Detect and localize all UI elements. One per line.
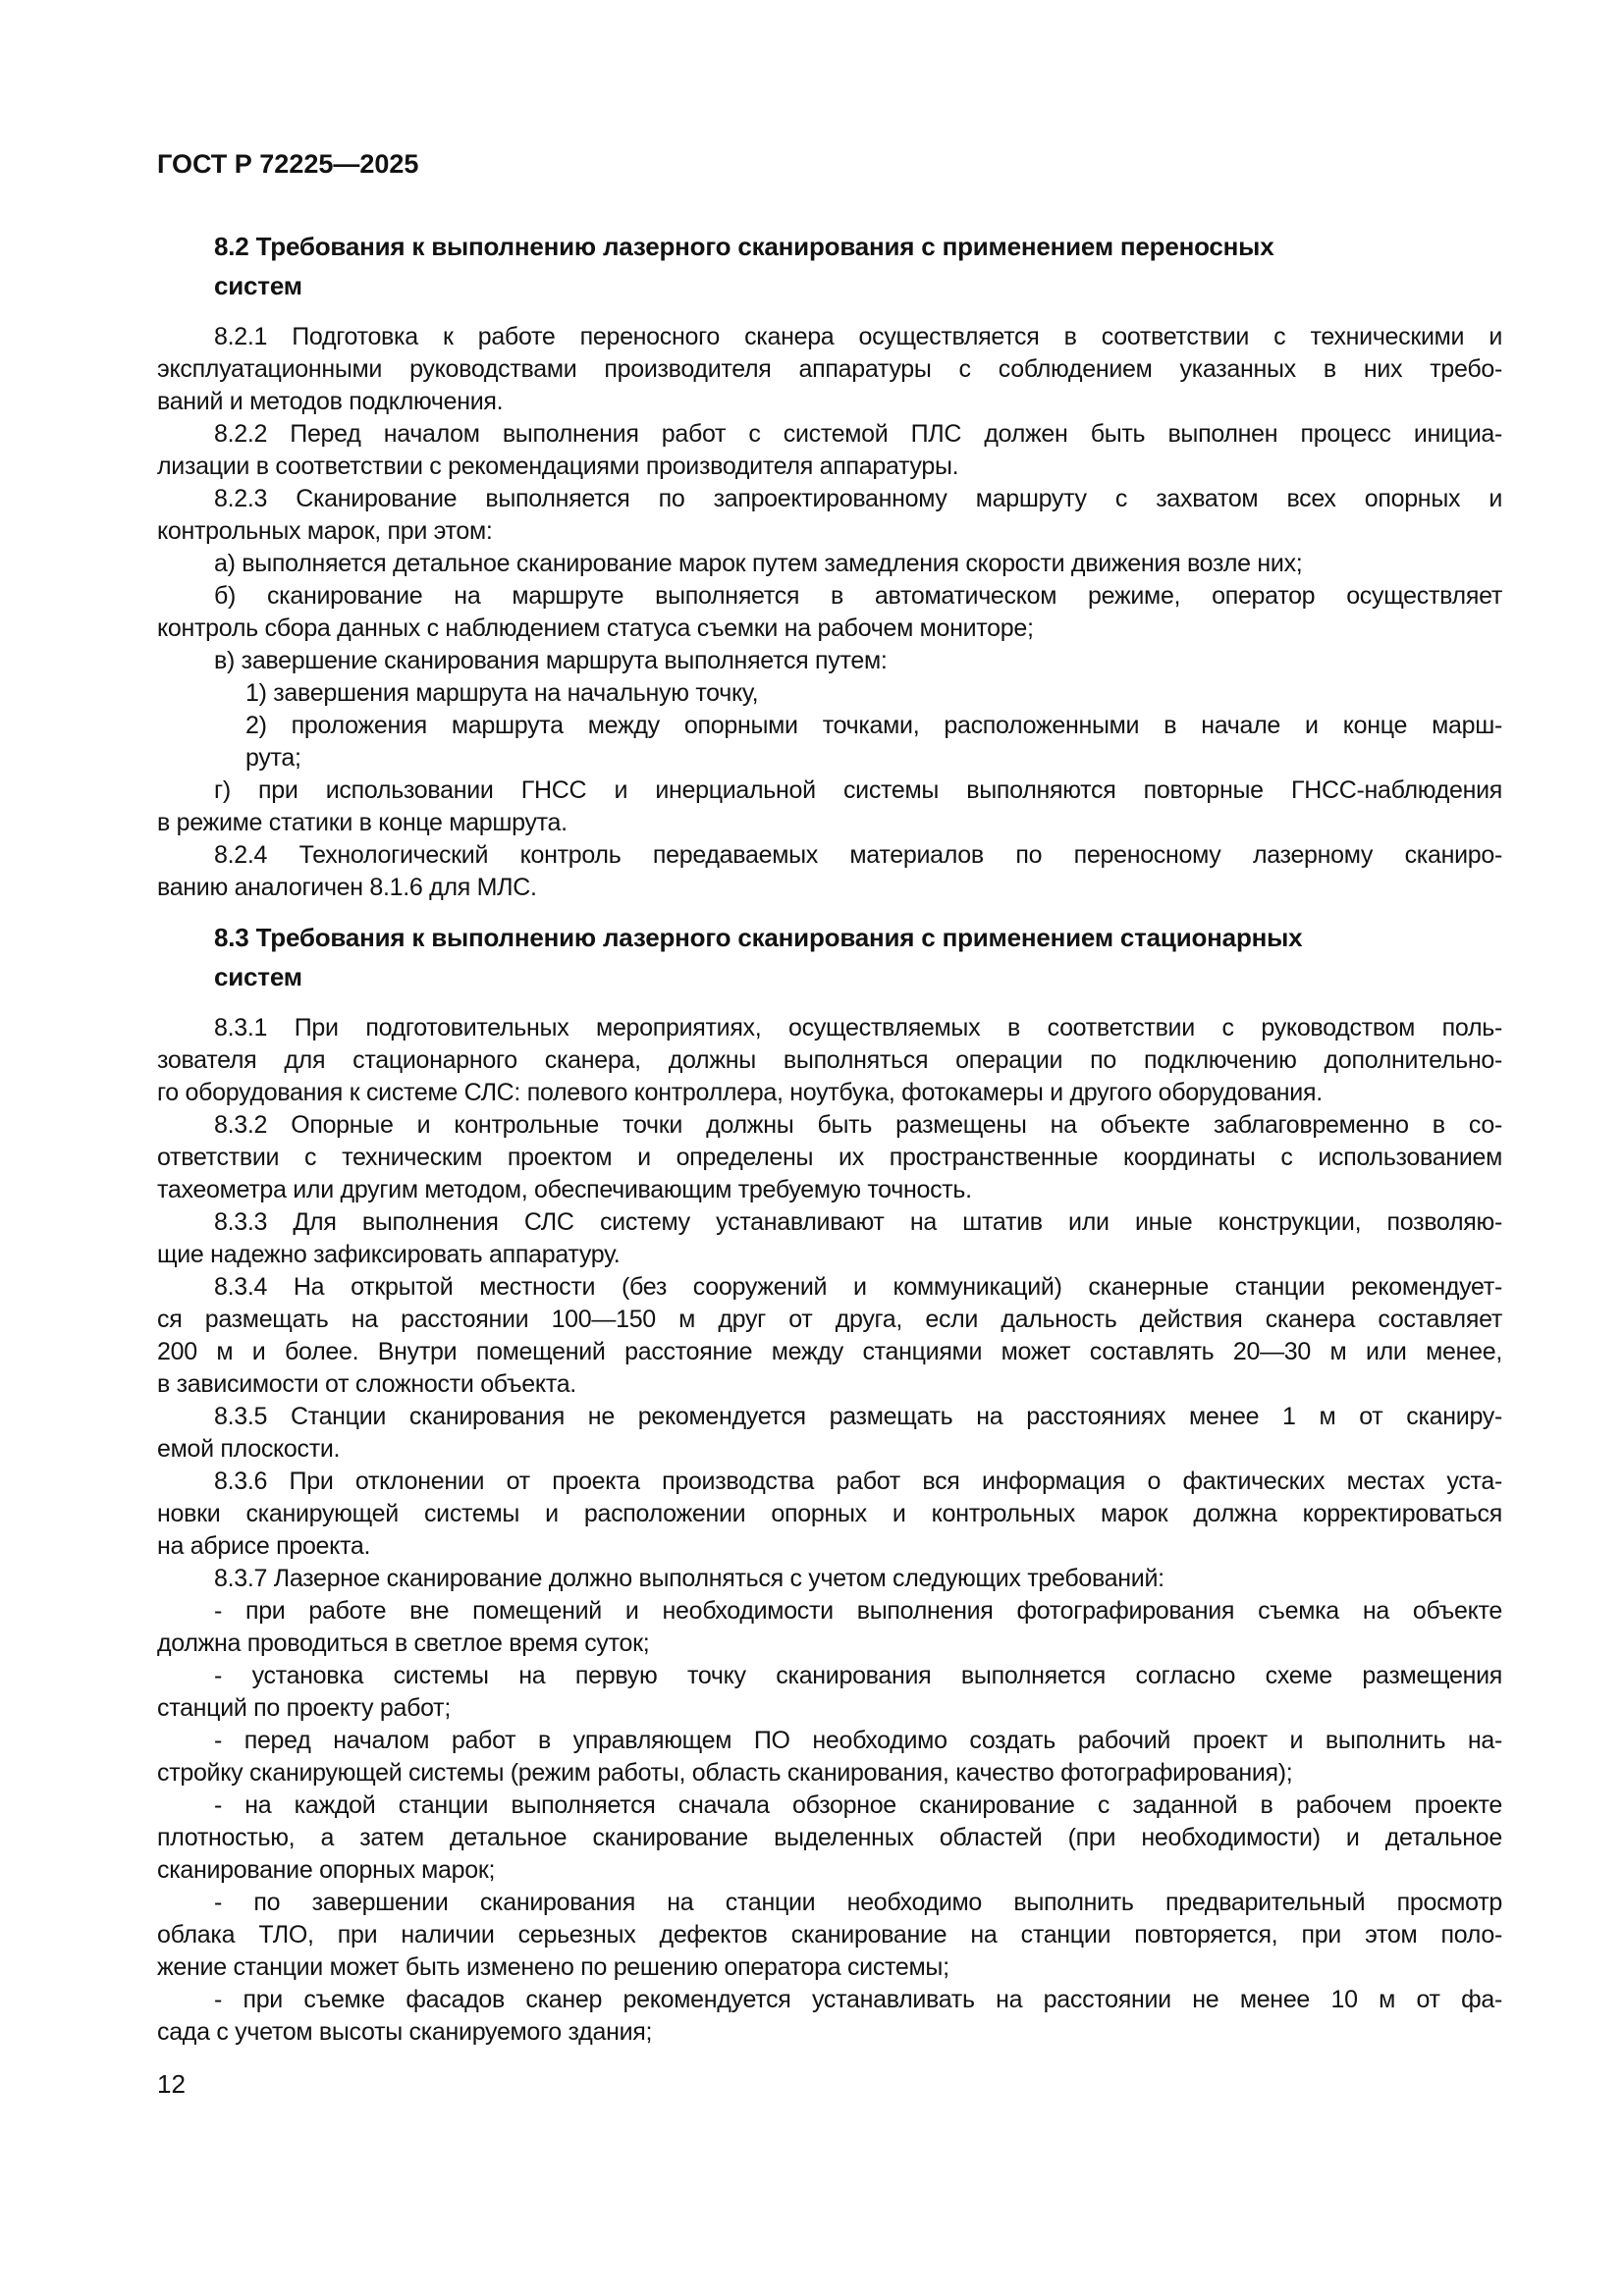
paragraph xyxy=(157,1109,1502,1206)
text-line: зователя для стационарного сканера, должны выполняться операции по подключению дополнительно- xyxy=(157,1046,1502,1074)
text-line: в зависимости от сложности объекта. xyxy=(157,1370,576,1398)
page-number: 12 xyxy=(157,2069,186,2099)
dash-list-item xyxy=(157,1595,1502,1660)
paragraph xyxy=(157,321,1502,418)
dash-list-item xyxy=(157,1789,1502,1887)
text-line: 8.3.6 При отклонении от проекта производства работ вся информация о фактических местах уста- xyxy=(214,1468,1502,1495)
text-line: эксплуатационными руководствами производителя аппаратуры с соблюдением указанных в них требо- xyxy=(157,355,1502,383)
list-item xyxy=(157,580,1502,645)
text-line: емой плоскости. xyxy=(157,1435,341,1463)
dash-list-item xyxy=(157,1984,1502,2049)
text-line: сканирование опорных марок; xyxy=(157,1856,496,1884)
list-item xyxy=(157,548,1502,580)
text-line: ответствии с техническим проектом и определены их пространственные координаты с использованием xyxy=(157,1144,1502,1171)
text-line: 2) проложения маршрута между опорными точками, расположенными в начале и конце марш- xyxy=(245,712,1502,739)
text-line: контроль сбора данных с наблюдением статуса съемки на рабочем мониторе; xyxy=(157,614,1034,642)
document-content xyxy=(157,227,1502,2049)
text-line: систем xyxy=(214,271,302,300)
dash-list-item xyxy=(157,1887,1502,1984)
text-line: ся размещать на расстоянии 100—150 м друг от друга, если дальность действия сканера составляет xyxy=(157,1306,1502,1333)
text-line: лизации в соответствии с рекомендациями производителя аппаратуры. xyxy=(157,453,959,480)
document-code: ГОСТ Р 72225—2025 xyxy=(157,149,419,179)
text-line: го оборудования к системе СЛС: полевого контроллера, ноутбука, фотокамеры и другого оборудования. xyxy=(157,1079,1323,1106)
text-line: 8.2 Требования к выполнению лазерного сканирования с применением переносных xyxy=(214,232,1274,261)
text-line: рута; xyxy=(245,744,301,772)
text-line: 200 м и более. Внутри помещений расстояние между станциями может составлять 20—30 м или менее, xyxy=(157,1338,1502,1365)
list-item xyxy=(157,774,1502,839)
text-line: - установка системы на первую точку сканирования выполняется согласно схеме размещения xyxy=(214,1662,1502,1689)
text-line: ванию аналогичен 8.1.6 для МЛС. xyxy=(157,874,537,901)
text-line: а) выполняется детальное сканирование марок путем замедления скорости движения возле них; xyxy=(214,550,1303,577)
text-line: сада с учетом высоты сканируемого здания; xyxy=(157,2018,653,2046)
text-line: щие надежно зафиксировать аппаратуру. xyxy=(157,1241,621,1268)
text-line: 8.2.3 Сканирование выполняется по запроектированному маршруту с захватом всех опорных и xyxy=(214,485,1502,512)
text-line: 8.3.2 Опорные и контрольные точки должны быть размещены на объекте заблаговременно в со- xyxy=(214,1111,1502,1139)
paragraph xyxy=(157,1206,1502,1271)
text-line: стройку сканирующей системы (режим работы, область сканирования, качество фотографирования); xyxy=(157,1759,1293,1787)
text-line: станций по проекту работ; xyxy=(157,1694,451,1722)
sub-list-item xyxy=(245,710,1502,774)
list-item xyxy=(157,645,1502,677)
paragraph xyxy=(157,1012,1502,1109)
text-line: - при съемке фасадов сканер рекомендуется устанавливать на расстоянии не менее 10 м от фа- xyxy=(214,1986,1502,2013)
text-line: 1) завершения маршрута на начальную точку, xyxy=(245,679,759,707)
paragraph xyxy=(157,839,1502,904)
section-heading xyxy=(214,227,1502,305)
text-line: 8.3 Требования к выполнению лазерного сканирования с применением стационарных xyxy=(214,923,1303,952)
sub-list-item xyxy=(245,677,1502,710)
text-line: 8.2.4 Технологический контроль передаваемых материалов по переносному лазерному сканиро- xyxy=(214,841,1502,869)
paragraph xyxy=(157,418,1502,483)
text-line: в режиме статики в конце маршрута. xyxy=(157,809,568,836)
text-line: 8.3.7 Лазерное сканирование должно выполняться с учетом следующих требований: xyxy=(214,1565,1164,1592)
text-line: ваний и методов подключения. xyxy=(157,388,504,415)
paragraph xyxy=(157,1401,1502,1466)
text-line: жение станции может быть изменено по решению оператора системы; xyxy=(157,1953,949,1981)
text-line: г) при использовании ГНСС и инерциальной системы выполняются повторные ГНСС-наблюдения xyxy=(214,776,1502,804)
text-line: плотностью, а затем детальное сканирование выделенных областей (при необходимости) и детальное xyxy=(157,1824,1502,1851)
text-line: тахеометра или другим методом, обеспечивающим требуемую точность. xyxy=(157,1176,972,1203)
text-line: б) сканирование на маршруте выполняется в автоматическом режиме, оператор осуществляет xyxy=(214,582,1502,610)
paragraph xyxy=(157,1563,1502,1595)
text-line: в) завершение сканирования маршрута выполняется путем: xyxy=(214,647,888,674)
text-line: 8.2.1 Подготовка к работе переносного сканера осуществляется в соответствии с техническими и xyxy=(214,323,1502,350)
paragraph xyxy=(157,1271,1502,1401)
text-line: облака ТЛО, при наличии серьезных дефектов сканирование на станции повторяется, при этом поло- xyxy=(157,1921,1502,1949)
section-heading xyxy=(214,918,1502,996)
text-line: 8.3.5 Станции сканирования не рекомендуется размещать на расстояниях менее 1 м от сканиру- xyxy=(214,1403,1502,1430)
text-line: 8.3.3 Для выполнения СЛС систему устанавливают на штатив или иные конструкции, позволяю- xyxy=(214,1208,1502,1236)
paragraph xyxy=(157,1466,1502,1563)
paragraph xyxy=(157,483,1502,548)
text-line: должна проводиться в светлое время суток; xyxy=(157,1629,650,1657)
text-line: 8.2.2 Перед началом выполнения работ с системой ПЛС должен быть выполнен процесс инициа- xyxy=(214,420,1502,448)
text-line: новки сканирующей системы и расположении опорных и контрольных марок должна корректироваться xyxy=(157,1500,1502,1527)
text-line: - перед началом работ в управляющем ПО необходимо создать рабочий проект и выполнить на- xyxy=(214,1727,1502,1754)
dash-list-item xyxy=(157,1660,1502,1725)
dash-list-item xyxy=(157,1725,1502,1789)
text-line: контрольных марок, при этом: xyxy=(157,517,493,545)
text-line: - при работе вне помещений и необходимости выполнения фотографирования съемка на объекте xyxy=(214,1597,1502,1625)
text-line: систем xyxy=(214,962,302,991)
text-line: 8.3.4 На открытой местности (без сооружений и коммуникаций) сканерные станции рекомендует- xyxy=(214,1273,1502,1301)
text-line: на абрисе проекта. xyxy=(157,1532,371,1560)
text-line: - по завершении сканирования на станции необходимо выполнить предварительный просмотр xyxy=(214,1889,1502,1916)
text-line: 8.3.1 При подготовительных мероприятиях, осуществляемых в соответствии с руководством поль- xyxy=(214,1014,1502,1041)
text-line: - на каждой станции выполняется сначала обзорное сканирование с заданной в рабочем проекте xyxy=(214,1791,1502,1819)
